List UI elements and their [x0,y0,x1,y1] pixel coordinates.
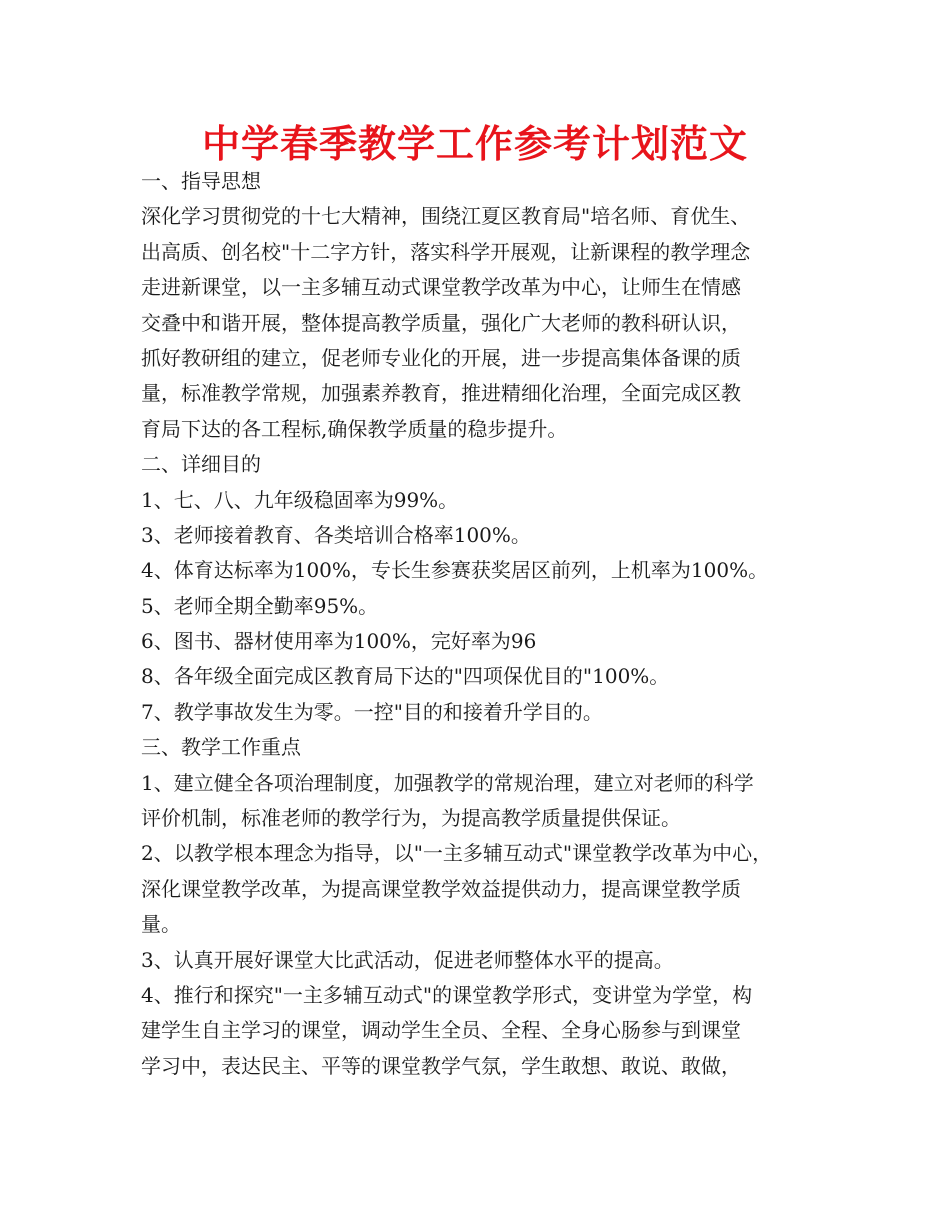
goal-item: 5、老师全期全勤率95%。 [141,593,379,618]
paragraph-line: 走进新课堂，以一主多辅互动式课堂教学改革为中心，让师生在情感 [141,275,741,300]
goal-item: 1、七、八、九年级稳固率为99%。 [141,487,459,512]
goal-item: 4、体育达标率为100%，专长生参赛获奖居区前列，上机率为100%。 [141,558,769,583]
paragraph-line: 1、建立健全各项治理制度，加强教学的常规治理，建立对老师的科学 [141,770,754,795]
paragraph-line: 育局下达的各工程标,确保教学质量的稳步提升。 [141,416,568,441]
goal-item: 8、各年级全面完成区教育局下达的"四项保优目的"100%。 [141,664,670,689]
goal-item: 3、老师接着教育、各类培训合格率100%。 [141,522,531,547]
paragraph-line: 评价机制，标准老师的教学行为，为提高教学质量提供保证。 [141,806,681,831]
paragraph-line: 量，标准教学常规，加强素养教育，推进精细化治理，全面完成区教 [141,381,741,406]
paragraph-line: 深化课堂教学改革，为提高课堂教学效益提供动力，提高课堂教学质 [141,876,741,901]
paragraph-line: 建学生自主学习的课堂，调动学生全员、全程、全身心肠参与到课堂 [141,1018,741,1043]
paragraph-line: 3、认真开展好课堂大比武活动，促进老师整体水平的提高。 [141,947,674,972]
goal-item: 6、图书、器材使用率为100%，完好率为96 [141,629,537,654]
document-body [141,164,821,1084]
paragraph-line: 深化学习贯彻党的十七大精神，围绕江夏区教育局"培名师、育优生、 [141,204,751,229]
section-heading-guiding-thought: 一、指导思想 [141,169,261,193]
paragraph-line: 出高质、创名校"十二字方针，落实科学开展观，让新课程的教学理念 [141,239,751,264]
paragraph-line: 交叠中和谐开展，整体提高教学质量，强化广大老师的教科研认识， [141,310,741,335]
document-title: 中学春季教学工作参考计划范文 [201,122,748,166]
section-heading-specific-goals: 二、详细目的 [141,452,261,477]
paragraph-line: 抓好教研组的建立，促老师专业化的开展，进一步提高集体备课的质 [141,345,741,370]
paragraph-line: 2、以教学根本理念为指导，以"一主多辅互动式"课堂教学改革为中心， [141,841,773,866]
paragraph-line: 4、推行和探究"一主多辅互动式"的课堂教学形式，变讲堂为学堂，构 [141,982,753,1007]
goal-item: 7、教学事故发生为零。一控"目的和接着升学目的。 [141,699,603,724]
paragraph-line: 学习中，表达民主、平等的课堂教学气氛，学生敢想、敢说、敢做， [141,1053,741,1078]
section-heading-work-focus: 三、教学工作重点 [141,735,301,760]
paragraph-line: 量。 [141,912,181,937]
